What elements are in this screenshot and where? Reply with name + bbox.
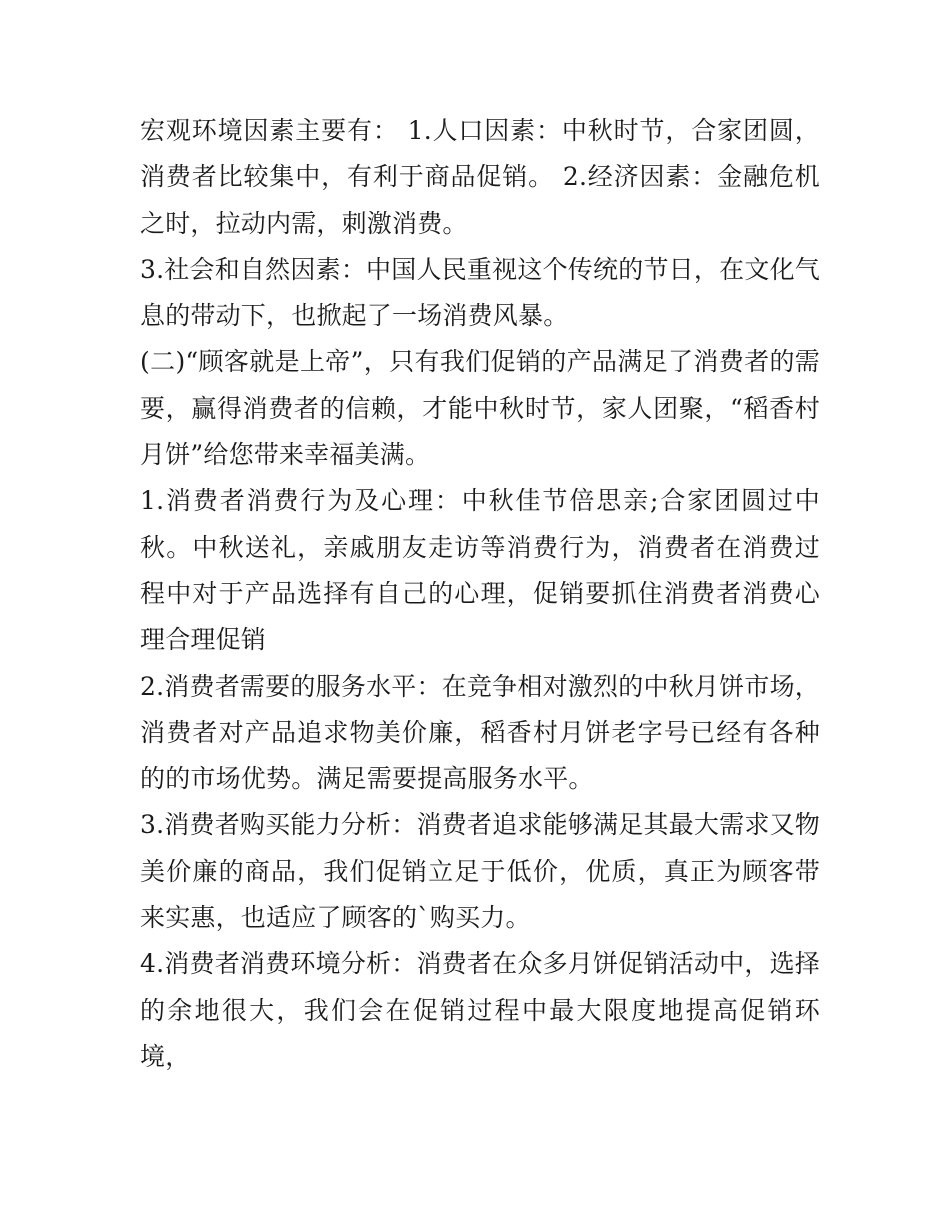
paragraph-customer-is-god: (二)“顾客就是上帝”，只有我们促销的产品满足了消费者的需要，赢得消费者的信赖，才能中秋时节，家人团聚，“稻香村月饼”给您带来幸福美满。 — [140, 347, 820, 470]
paragraph-purchasing-power: 3.消费者购买能力分析：消费者追求能够满足其最大需求又物美价廉的商品，我们促销立足于低价，优质，真正为顾客带来实惠，也适应了顾客的`购买力。 — [140, 810, 820, 933]
paragraph-social-natural: 3.社会和自然因素：中国人民重视这个传统的节日，在文化气息的带动下，也掀起了一场消费风暴。 — [140, 254, 820, 331]
document-page — [140, 108, 820, 1080]
paragraph-service-level: 2.消费者需要的服务水平：在竞争相对激烈的中秋月饼市场，消费者对产品追求物美价廉，稻香村月饼老字号已经有各种的的市场优势。满足需要提高服务水平。 — [140, 671, 820, 794]
paragraph-consumption-environment: 4.消费者消费环境分析：消费者在众多月饼促销活动中，选择的余地很大，我们会在促销过程中最大限度地提高促销环境， — [140, 949, 820, 1071]
paragraph-consumer-behavior: 1.消费者消费行为及心理：中秋佳节倍思亲;合家团圆过中秋。中秋送礼，亲戚朋友走访等消费行为，消费者在消费过程中对于产品选择有自己的心理，促销要抓住消费者消费心理合理促销 — [140, 486, 820, 655]
paragraph-macro-environment: 宏观环境因素主要有： 1.人口因素：中秋时节，合家团圆，消费者比较集中，有利于商品促销。 2.经济因素：金融危机之时，拉动内需，刺激消费。 — [140, 116, 820, 238]
